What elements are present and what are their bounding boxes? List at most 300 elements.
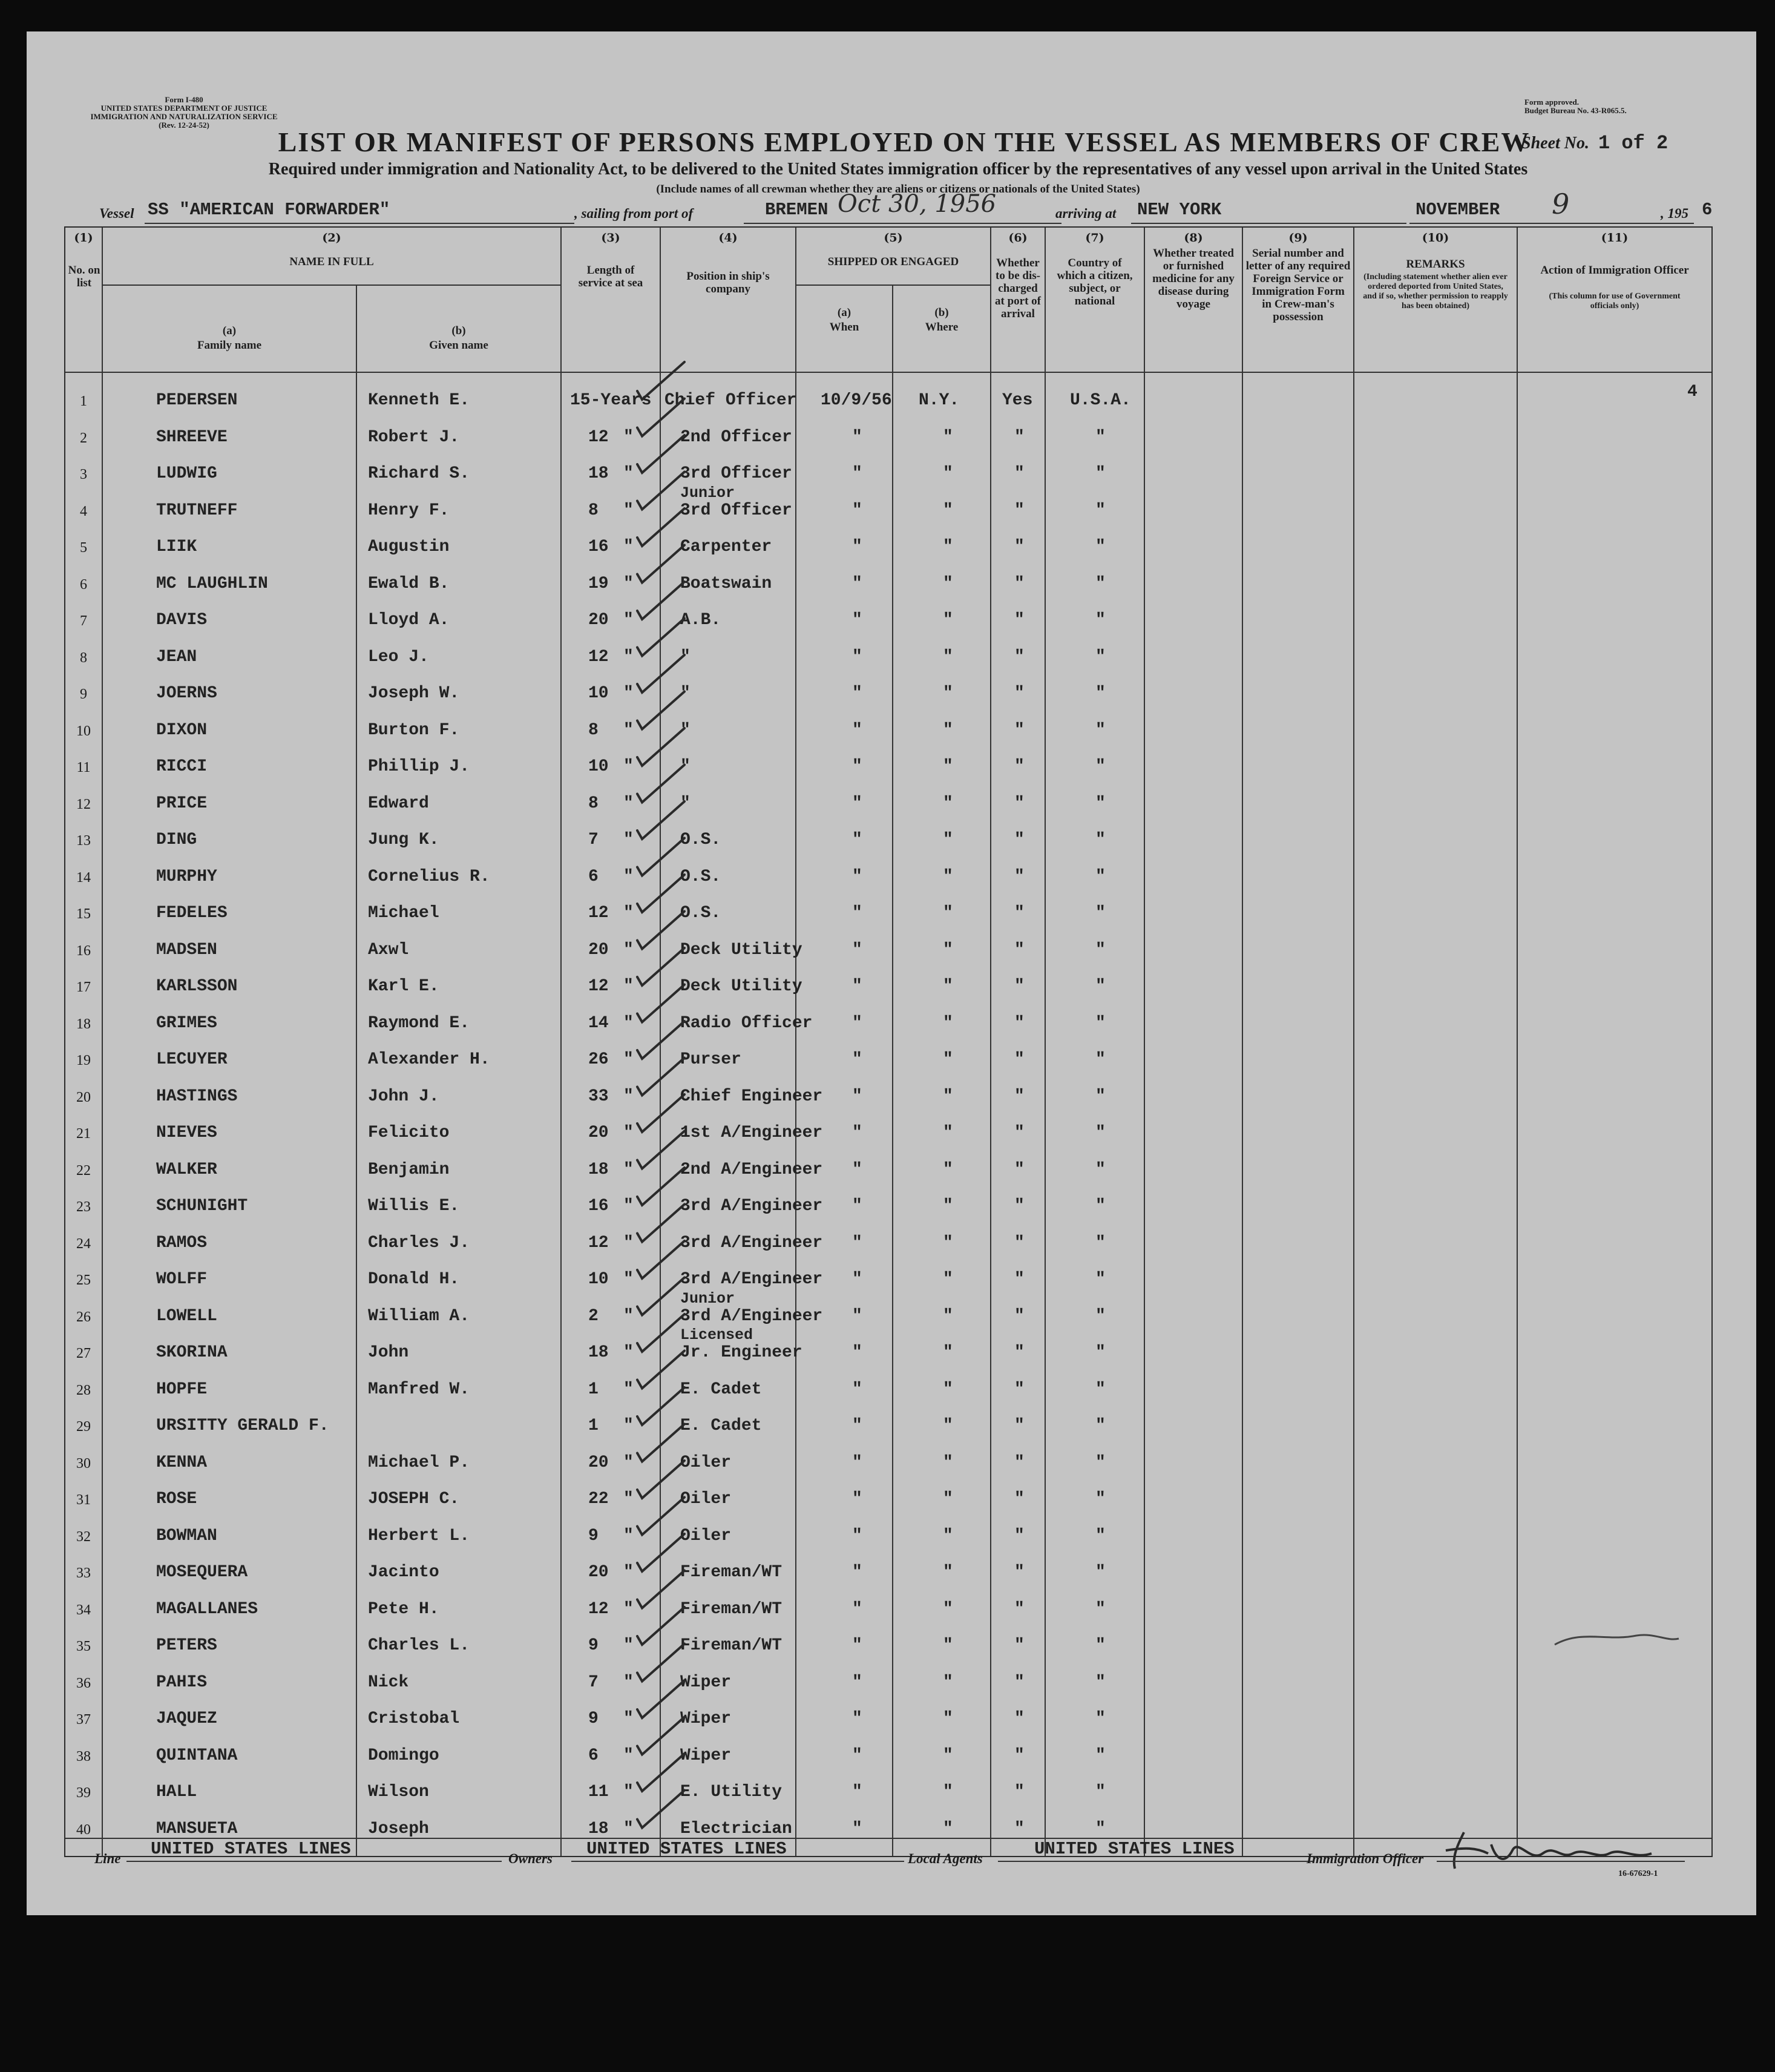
ditto-mark: " (943, 1563, 953, 1582)
subtitle: Required under immigration and Nationality Act, to be delivered to the United States immigration officer by the representatives of any vessel upon arrival in the United States (268, 160, 1528, 179)
given-name: Raymond E. (368, 1013, 470, 1033)
ditto-mark: " (1095, 1526, 1106, 1545)
ditto-mark: " (623, 1013, 634, 1033)
ditto-mark: " (852, 1123, 862, 1142)
ditto-mark: " (1014, 1013, 1025, 1033)
given-name: Donald H. (368, 1270, 460, 1289)
ditto-mark: " (623, 1416, 634, 1435)
check-mark (637, 508, 684, 546)
row-number: 21 (76, 1126, 91, 1142)
ditto-mark: " (852, 1416, 862, 1435)
length-of-service: 12 (588, 977, 609, 996)
ditto-mark: " (852, 538, 862, 556)
family-name: DAVIS (156, 611, 208, 630)
col5b-header: Where (925, 321, 959, 334)
length-of-service: 16 (588, 538, 609, 556)
ditto-mark: " (623, 1160, 634, 1179)
ditto-mark: " (1095, 977, 1106, 996)
length-of-service: 12 (588, 904, 609, 923)
given-name: JOSEPH C. (368, 1490, 460, 1508)
page-title: LIST OR MANIFEST OF PERSONS EMPLOYED ON THE VESSEL AS MEMBERS OF CREW (278, 127, 1531, 157)
ditto-mark: " (1014, 538, 1025, 556)
check-mark (637, 1131, 684, 1169)
check-mark (637, 801, 684, 839)
length-of-service: 10 (588, 684, 609, 703)
row-number: 18 (76, 1016, 91, 1032)
owners-label: Owners (508, 1851, 553, 1866)
ditto-mark: " (1095, 501, 1106, 520)
row-number: 9 (80, 686, 87, 702)
family-name: ROSE (156, 1490, 197, 1508)
ditto-mark: " (1095, 427, 1106, 447)
ditto-mark: " (623, 684, 634, 703)
ditto-mark: " (1014, 1709, 1025, 1728)
ditto-mark: " (623, 1123, 634, 1142)
col3-number: (3) (601, 231, 620, 245)
family-name: HOPFE (156, 1380, 208, 1399)
ditto-mark: " (852, 611, 862, 630)
ditto-mark: " (623, 1050, 634, 1069)
ditto-mark: " (1095, 1819, 1106, 1838)
position: " (680, 720, 691, 740)
row-number: 28 (76, 1382, 91, 1398)
length-of-service: 18 (588, 1343, 609, 1362)
position: O.S. (680, 830, 721, 849)
ditto-mark: " (1095, 1453, 1106, 1472)
ditto-mark: " (1014, 1270, 1025, 1289)
given-name: Edward (368, 794, 429, 813)
ditto-mark: " (943, 940, 953, 959)
family-name: JAQUEZ (156, 1709, 217, 1728)
length-of-service: 26 (588, 1050, 609, 1069)
ditto-mark: " (1014, 1197, 1025, 1215)
budget-number: Budget Bureau No. 43-R065.5. (1524, 106, 1627, 115)
col7-number: (7) (1085, 231, 1104, 245)
family-name: WALKER (156, 1160, 217, 1179)
length-of-service: 18 (588, 464, 609, 483)
col10-header: REMARKS (1406, 258, 1465, 271)
ditto-mark: " (943, 611, 953, 630)
handwritten-sailing-date: Oct 30, 1956 (838, 190, 997, 218)
family-name: LIIK (156, 538, 197, 556)
col5a-number: (a) (837, 306, 851, 319)
ditto-mark: " (943, 1233, 953, 1252)
ditto-mark: " (852, 1819, 862, 1838)
col1-number: (1) (74, 231, 93, 245)
ditto-mark: " (1095, 720, 1106, 740)
family-name: PAHIS (156, 1672, 208, 1692)
ditto-mark: " (1095, 1783, 1106, 1801)
ditto-mark: " (1014, 611, 1025, 630)
family-name: HASTINGS (156, 1087, 238, 1106)
check-mark (637, 582, 684, 619)
col7-header: Country of which a citizen, subject, or national (1057, 257, 1133, 308)
ditto-mark: " (852, 1709, 862, 1728)
given-name: Domingo (368, 1746, 439, 1765)
position: O.S. (680, 867, 721, 886)
ditto-mark: " (1095, 1380, 1106, 1399)
length-of-service: 7 (588, 830, 599, 849)
length-of-service: 8 (588, 794, 599, 813)
ditto-mark: " (623, 977, 634, 996)
ditto-mark: " (852, 1636, 862, 1655)
col9-number: (9) (1288, 231, 1308, 245)
check-mark (637, 728, 684, 766)
ditto-mark: " (943, 684, 953, 703)
ditto-mark: " (852, 1233, 862, 1252)
ditto-mark: " (943, 1087, 953, 1106)
ditto-mark: " (623, 757, 634, 776)
length-of-service: 16 (588, 1197, 609, 1215)
length-of-service: 22 (588, 1490, 609, 1508)
given-name: Axwl (368, 940, 409, 959)
col10-number: (10) (1422, 231, 1449, 245)
ditto-mark: " (1014, 720, 1025, 740)
family-name: JOERNS (156, 684, 217, 703)
family-name: FEDELES (156, 904, 228, 923)
row-number: 23 (76, 1199, 91, 1215)
col9-header: Serial number and letter of any required Foreign Service or Immigration Form in Crew-man's possession (1245, 247, 1351, 323)
row-number: 14 (76, 869, 91, 886)
approval-text: Form approved. (1524, 97, 1580, 107)
arrival-month: NOVEMBER (1416, 200, 1500, 220)
position: Fireman/WT (680, 1636, 783, 1655)
given-name: Leo J. (368, 647, 429, 666)
position: Deck Utility (680, 977, 802, 996)
length-of-service: 2 (588, 1306, 599, 1326)
check-mark (637, 362, 684, 400)
row-number: 36 (76, 1675, 91, 1691)
ditto-mark: " (943, 1709, 953, 1728)
given-name: Benjamin (368, 1160, 450, 1179)
ditto-mark: " (623, 720, 634, 740)
check-mark (637, 948, 684, 985)
sheet-value: 1 of 2 (1598, 132, 1668, 154)
row-number: 8 (80, 650, 87, 666)
form-number: Form I-480 (165, 95, 203, 104)
family-name: LUDWIG (156, 464, 217, 483)
check-mark (637, 1644, 684, 1682)
row-number: 20 (76, 1089, 91, 1105)
length-of-service: 6 (588, 867, 599, 886)
shipped-where: N.Y. (919, 391, 960, 410)
col4-header: Position in ship's company (686, 270, 770, 295)
ditto-mark: " (1095, 1343, 1106, 1362)
ditto-mark: " (1095, 684, 1106, 703)
row-number: 31 (76, 1492, 91, 1508)
position: Wiper (680, 1709, 732, 1728)
length-of-service: 18 (588, 1819, 609, 1838)
length-of-service: 19 (588, 574, 609, 593)
length-of-service: 1 (588, 1416, 599, 1435)
ditto-mark: " (943, 647, 953, 666)
ditto-mark: " (1014, 1380, 1025, 1399)
given-name: Nick (368, 1672, 409, 1692)
ditto-mark: " (943, 427, 953, 447)
ditto-mark: " (1014, 977, 1025, 996)
ditto-mark: " (623, 464, 634, 483)
ditto-mark: " (1095, 1563, 1106, 1582)
ditto-mark: " (852, 1672, 862, 1692)
line-name: UNITED STATES LINES (151, 1839, 351, 1859)
family-name: LECUYER (156, 1050, 228, 1069)
arriving-label: arriving at (1055, 206, 1117, 221)
given-name: Wilson (368, 1783, 429, 1801)
ditto-mark: " (852, 574, 862, 593)
col5b-number: (b) (934, 306, 949, 319)
family-name: PETERS (156, 1636, 217, 1655)
family-name: MADSEN (156, 940, 217, 959)
position: 3rd A/Engineer (680, 1197, 823, 1215)
ditto-mark: " (852, 1783, 862, 1801)
ditto-mark: " (623, 1087, 634, 1106)
ditto-mark: " (943, 1819, 953, 1838)
ditto-mark: " (943, 1343, 953, 1362)
col10-subheader: (Including statement whether alien ever ordered deported from United States, and if so, whether permission to reapply has been obtained) (1363, 272, 1508, 311)
position: Electrician (680, 1819, 792, 1838)
position: E. Cadet (680, 1416, 762, 1435)
year-prefix: , 195 (1661, 206, 1688, 221)
ditto-mark: " (852, 1013, 862, 1033)
length-of-service: 18 (588, 1160, 609, 1179)
ditto-mark: " (943, 1783, 953, 1801)
position-line1: Junior (680, 1289, 735, 1307)
family-name: TRUTNEFF (156, 501, 238, 520)
ditto-mark: " (943, 1416, 953, 1435)
ditto-mark: " (1095, 1197, 1106, 1215)
family-name: BOWMAN (156, 1526, 217, 1545)
row-number: 30 (76, 1455, 91, 1472)
owners-name: UNITED STATES LINES (586, 1839, 787, 1859)
handwritten-checkmarks (27, 31, 1756, 1915)
check-mark (637, 1058, 684, 1096)
ditto-mark: " (623, 904, 634, 923)
given-name: Jung K. (368, 830, 439, 849)
check-mark (637, 399, 684, 436)
row-number: 10 (76, 723, 91, 739)
given-name: Willis E. (368, 1197, 460, 1215)
year-digit: 6 (1702, 200, 1713, 220)
check-mark (637, 1278, 684, 1315)
position: E. Cadet (680, 1380, 762, 1399)
position: Jr. Engineer (680, 1343, 802, 1362)
ditto-mark: " (943, 757, 953, 776)
col5-number: (5) (884, 231, 903, 245)
row-number: 22 (76, 1162, 91, 1179)
given-name: Felicito (368, 1123, 450, 1142)
check-mark (637, 692, 684, 729)
length-of-service: 1 (588, 1380, 599, 1399)
position: Oiler (680, 1490, 732, 1508)
ditto-mark: " (1014, 1746, 1025, 1765)
ditto-mark: " (623, 1563, 634, 1582)
family-name: KENNA (156, 1453, 208, 1472)
family-name: URSITTY GERALD F. (156, 1416, 329, 1435)
given-name: Michael P. (368, 1453, 470, 1472)
immigration-action: 4 (1687, 383, 1698, 401)
ditto-mark: " (1095, 574, 1106, 593)
col3-header: Length of service at sea (578, 264, 643, 289)
row-number: 11 (76, 760, 91, 775)
family-name: SKORINA (156, 1343, 228, 1362)
ditto-mark: " (1095, 1636, 1106, 1655)
ditto-mark: " (1014, 1123, 1025, 1142)
given-name: Joseph (368, 1819, 429, 1838)
position: Radio Officer (680, 1013, 813, 1033)
ditto-mark: " (1014, 1563, 1025, 1582)
given-name: Herbert L. (368, 1526, 470, 1545)
vessel-name: SS "AMERICAN FORWARDER" (148, 200, 390, 220)
given-name: Kenneth E. (368, 391, 470, 410)
given-name: Michael (368, 904, 439, 923)
ditto-mark: " (943, 904, 953, 923)
check-mark (637, 912, 684, 949)
ditto-mark: " (623, 1306, 634, 1326)
col6-number: (6) (1008, 231, 1028, 245)
ditto-mark: " (852, 1563, 862, 1582)
ditto-mark: " (1095, 830, 1106, 849)
row-number: 33 (76, 1565, 91, 1581)
ditto-mark: " (1095, 464, 1106, 483)
row-number: 26 (76, 1309, 91, 1325)
citizenship-country: U.S.A. (1070, 391, 1131, 410)
ditto-mark: " (623, 1270, 634, 1289)
col2b-number: (b) (451, 324, 466, 337)
given-name: Manfred W. (368, 1380, 470, 1399)
position: 2nd A/Engineer (680, 1160, 823, 1179)
ditto-mark: " (1014, 1526, 1025, 1545)
row-number: 25 (76, 1272, 91, 1288)
ditto-mark: " (943, 501, 953, 520)
family-name: RAMOS (156, 1233, 208, 1252)
col6-header: Whether to be dis-charged at port of arrival (995, 257, 1041, 320)
row-number: 1 (80, 393, 87, 409)
given-name: Augustin (368, 538, 450, 556)
ditto-mark: " (1014, 1416, 1025, 1435)
arrival-port: NEW YORK (1137, 200, 1222, 220)
ditto-mark: " (852, 1050, 862, 1069)
position: Fireman/WT (680, 1599, 783, 1619)
position: 3rd Officer (680, 464, 792, 483)
line-underline (126, 1861, 502, 1862)
ditto-mark: " (623, 1380, 634, 1399)
ditto-mark: " (623, 1490, 634, 1508)
owners-underline (571, 1861, 904, 1862)
position: Oiler (680, 1526, 732, 1545)
col8-header: Whether treated or furnished medicine for any disease during voyage (1152, 247, 1235, 311)
given-name: Cristobal (368, 1709, 460, 1728)
ditto-mark: " (943, 1197, 953, 1215)
ditto-mark: " (852, 1599, 862, 1619)
ditto-mark: " (1095, 1416, 1106, 1435)
row-number: 24 (76, 1235, 91, 1252)
ditto-mark: " (852, 1453, 862, 1472)
col5-header: SHIPPED OR ENGAGED (827, 255, 959, 268)
row-number: 5 (80, 540, 87, 556)
row-number: 15 (76, 906, 91, 922)
ditto-mark: " (623, 501, 634, 520)
check-mark (637, 619, 684, 656)
family-name: DIXON (156, 720, 208, 740)
family-name: DING (156, 830, 197, 849)
family-name: RICCI (156, 757, 208, 776)
agents-label: Local Agents (908, 1851, 983, 1866)
agents-name: UNITED STATES LINES (1034, 1839, 1235, 1859)
check-mark (637, 1094, 684, 1132)
given-name: Robert J. (368, 427, 460, 447)
ditto-mark: " (943, 830, 953, 849)
ditto-mark: " (623, 1709, 634, 1728)
length-of-service: 10 (588, 1270, 609, 1289)
department: UNITED STATES DEPARTMENT OF JUSTICE (100, 104, 267, 113)
given-name: Richard S. (368, 464, 470, 483)
length-of-service: 8 (588, 501, 599, 520)
family-name: PEDERSEN (156, 391, 238, 410)
given-name: Joseph W. (368, 684, 460, 703)
ditto-mark: " (943, 574, 953, 593)
row-number: 38 (76, 1748, 91, 1764)
length-of-service: 9 (588, 1636, 599, 1655)
given-name: Jacinto (368, 1563, 439, 1582)
ditto-mark: " (1095, 904, 1106, 923)
ditto-mark: " (1095, 1013, 1106, 1033)
ditto-mark: " (1014, 574, 1025, 593)
position: A.B. (680, 611, 721, 630)
family-name: PRICE (156, 794, 208, 813)
check-mark (637, 1571, 684, 1608)
ditto-mark: " (852, 684, 862, 703)
family-name: JEAN (156, 647, 197, 666)
col2-number: (2) (322, 231, 341, 245)
check-mark (637, 1461, 684, 1498)
length-of-service: 6 (588, 1746, 599, 1765)
ditto-mark: " (1095, 647, 1106, 666)
check-mark (637, 1241, 684, 1278)
position: Purser (680, 1050, 741, 1069)
ditto-mark: " (852, 1306, 862, 1326)
row-number: 19 (76, 1053, 91, 1068)
check-mark (637, 472, 684, 510)
given-name: Alexander H. (368, 1050, 490, 1069)
position: Wiper (680, 1672, 732, 1692)
ditto-mark: " (1014, 1343, 1025, 1362)
given-name: Phillip J. (368, 757, 470, 776)
ditto-mark: " (623, 1233, 634, 1252)
ditto-mark: " (1014, 794, 1025, 813)
given-name: Lloyd A. (368, 611, 450, 630)
given-name: Karl E. (368, 977, 439, 996)
length-of-service: 11 (588, 1783, 609, 1801)
ditto-mark: " (943, 867, 953, 886)
row-number: 7 (80, 613, 87, 629)
ditto-mark: " (1014, 1672, 1025, 1692)
row-number: 32 (76, 1528, 91, 1545)
row-number: 27 (76, 1346, 91, 1361)
ditto-mark: " (623, 794, 634, 813)
revision: (Rev. 12-24-52) (159, 120, 209, 130)
arrival-day: 9 (1552, 188, 1570, 220)
check-mark (637, 545, 684, 583)
ditto-mark: " (1014, 904, 1025, 923)
position: " (680, 684, 691, 703)
ditto-mark: " (1095, 1306, 1106, 1326)
ditto-mark: " (623, 1746, 634, 1765)
ditto-mark: " (1095, 1490, 1106, 1508)
ditto-mark: " (623, 1672, 634, 1692)
position: " (680, 647, 691, 666)
ditto-mark: " (943, 1013, 953, 1033)
ditto-mark: " (852, 647, 862, 666)
